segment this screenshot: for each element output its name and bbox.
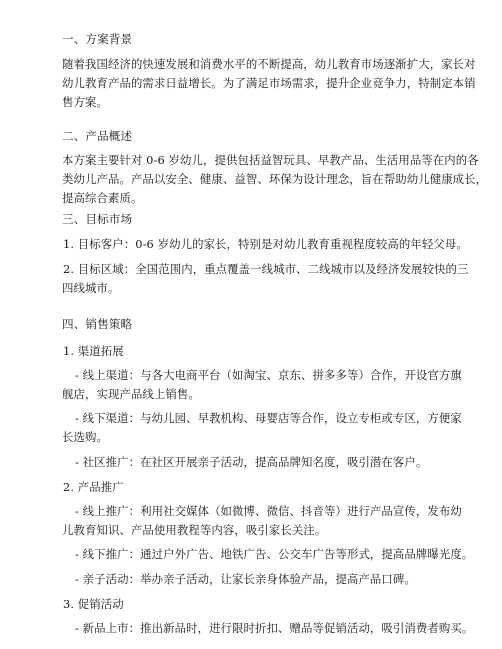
subheading: 2. 产品推广 <box>63 480 124 494</box>
paragraph-line: 本方案主要针对 0-6 岁幼儿，提供包括益智玩具、早教产品、生活用品等在内的各 <box>62 153 479 167</box>
paragraph-line: 幼儿教育产品的需求日益增长。为了满足市场需求，提升企业竞争力，特制定本销 <box>62 76 476 90</box>
bullet-item: - 线下推广：通过户外广告、地铁广告、公交车广告等形式，提高品牌曝光度。 <box>75 547 474 561</box>
bullet-item: - 线下渠道：与幼儿园、早教机构、母婴店等合作，设立专柜或专区，方便家 <box>75 411 462 425</box>
paragraph-line: 提高综合素质。 <box>62 191 143 205</box>
bullet-item-continuation: 长选购。 <box>62 430 108 444</box>
bullet-item: - 线上推广：利用社交媒体（如微博、微信、抖音等）进行产品宣传，发布幼 <box>75 504 462 518</box>
paragraph-line: 随着我国经济的快速发展和消费水平的不断提高，幼儿教育市场逐渐扩大，家长对 <box>62 57 476 71</box>
bullet-item: - 新品上市：推出新品时，进行限时折扣、赠品等促销活动，吸引消费者购买。 <box>75 621 474 635</box>
bullet-item: - 线上渠道：与各大电商平台（如淘宝、京东、拼多多等）合作，开设官方旗 <box>75 368 462 382</box>
subheading: 1. 渠道拓展 <box>63 344 124 358</box>
bullet-item: - 亲子活动：举办亲子活动，让家长亲身体验产品，提高产品口碑。 <box>75 572 416 586</box>
subheading: 3. 促销活动 <box>63 597 124 611</box>
list-item: 1. 目标客户：0-6 岁幼儿的家长，特别是对幼儿教育重视程度较高的年轻父母。 <box>63 237 468 251</box>
paragraph-line: 类幼儿产品。产品以安全、健康、益智、环保为设计理念，旨在帮助幼儿健康成长， <box>62 172 488 186</box>
section-heading-background: 一、方案背景 <box>62 32 133 46</box>
paragraph-line: 售方案。 <box>62 95 108 109</box>
section-heading-target-market: 三、目标市场 <box>62 212 133 226</box>
section-heading-sales-strategy: 四、销售策略 <box>62 317 133 331</box>
list-item: 2. 目标区域：全国范围内，重点覆盖一线城市、二线城市以及经济发展较快的三 <box>63 262 469 276</box>
section-heading-overview: 二、产品概述 <box>62 129 133 143</box>
bullet-item-continuation: 舰店，实现产品线上销售。 <box>62 387 200 401</box>
list-item-continuation: 四线城市。 <box>62 281 120 295</box>
bullet-item: - 社区推广：在社区开展亲子活动，提高品牌知名度，吸引潜在客户。 <box>75 455 428 469</box>
bullet-item-continuation: 儿教育知识、产品使用教程等内容，吸引家长关注。 <box>62 523 327 537</box>
